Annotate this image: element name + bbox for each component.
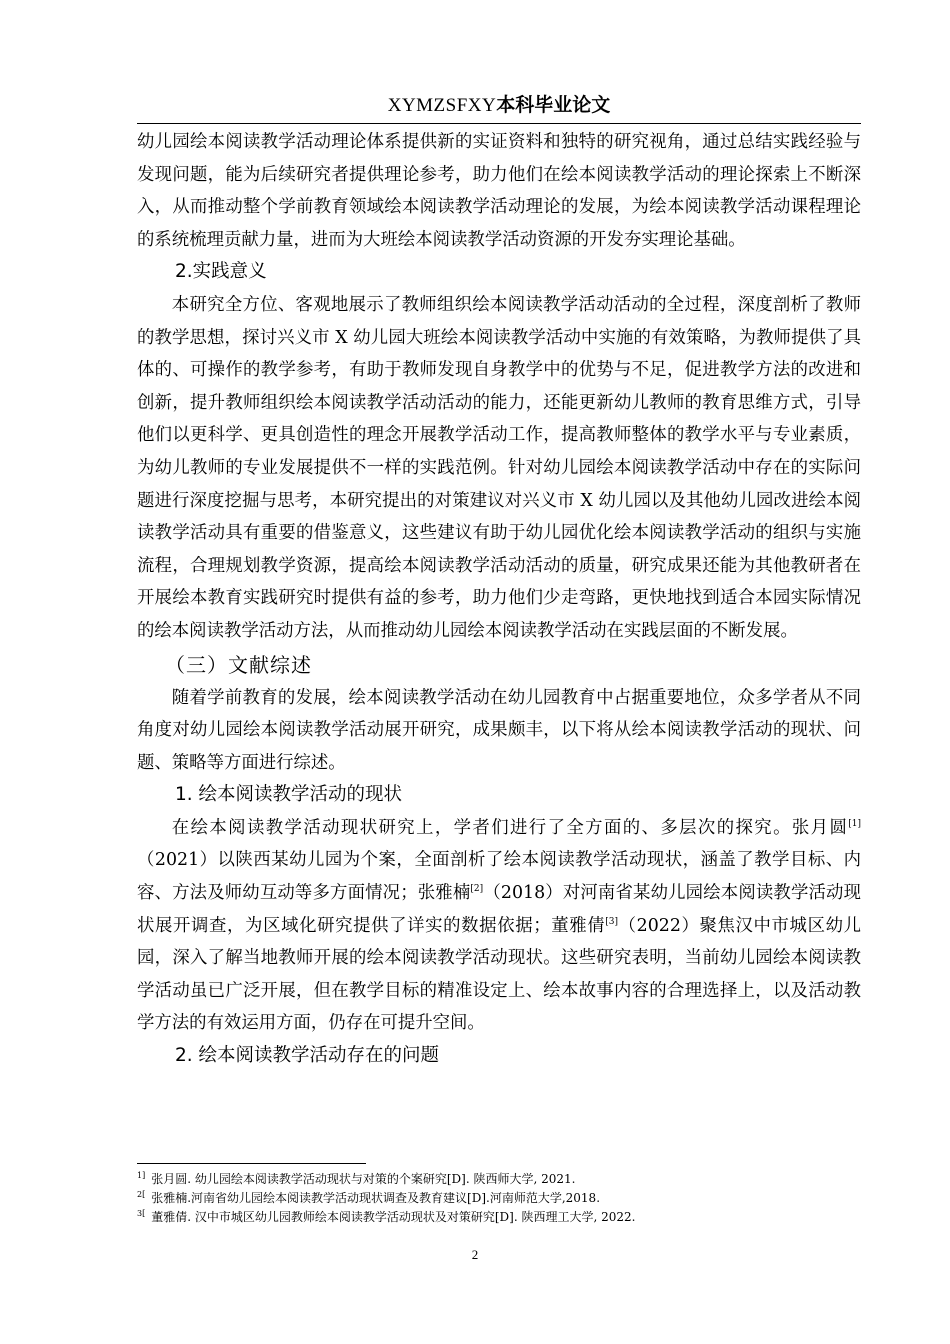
citation-ref-3[interactable]: [3]: [605, 916, 618, 927]
footnotes: [137, 1170, 861, 1227]
heading-current-status: 1. 绘本阅读教学活动的现状: [175, 784, 403, 806]
page-number: 2: [471, 1247, 479, 1262]
heading-practical-significance: 2.实践意义: [175, 261, 267, 283]
footnote-1: $^{1]}$ 张月圆. 幼儿园绘本阅读教学活动现状与对策的个案研究[D]. 陕西师大学, 2021.: [137, 1171, 576, 1186]
footnote-divider: [137, 1163, 366, 1164]
footnote-3: $^{3[}$ 董雅倩. 汉中市城区幼儿园教师绘本阅读教学活动现状及对策研究[D]. 陕西理工大学, 2022.: [137, 1209, 636, 1224]
footnote-2: $^{2[}$ 张雅楠.河南省幼儿园绘本阅读教学活动现状调查及教育建议[D].河南师范大学,2018.: [137, 1190, 601, 1205]
main-text: [137, 126, 861, 1073]
page-header: [137, 92, 861, 119]
paragraph-current-status: 在绘本阅读教学活动现状研究上，学者们进行了全方面的、多层次的探究。张月圆[1]（2021）以陕西某幼儿园为个案，全面剖析了绘本阅读教学活动现状，涵盖了教学目标、内容、方法及师幼互动等多方面情况；张雅楠[2]（2018）对河南省某幼儿园绘本阅读教学活动现状展开调查，为区域化研究提供了详实的数据依据；董雅倩[3]（2022）聚焦汉中市城区幼儿园，深入了解当地教师开展的绘本阅读教学活动现状。这些研究表明，当前幼儿园绘本阅读教学活动虽已广泛开展，但在教学目标的精准设定上、绘本故事内容的合理选择上，以及活动教学方法的有效运用方面，仍存在可提升空间。: [137, 817, 861, 1034]
heading-literature-review: （三）文献综述: [165, 652, 312, 677]
citation-ref-1[interactable]: [1]: [848, 819, 861, 830]
heading-existing-problems: 2. 绘本阅读教学活动存在的问题: [175, 1045, 440, 1067]
citation-ref-2[interactable]: [2]: [470, 884, 484, 895]
paragraph-review-intro: 随着学前教育的发展，绘本阅读教学活动在幼儿园教育中占据重要地位，众多学者从不同角度对幼儿园绘本阅读教学活动展开研究，成果颇丰，以下将从绘本阅读教学活动的现状、问题、策略等方面进行综述。: [137, 687, 861, 773]
paragraph-theory-continued: 幼儿园绘本阅读教学活动理论体系提供新的实证资料和独特的研究视角，通过总结实践经验与发现问题，能为后续研究者提供理论参考，助力他们在绘本阅读教学活动的理论探索上不断深入，从而推动整个学前教育领域绘本阅读教学活动理论的发展，为绘本阅读教学活动课程理论的系统梳理贡献力量，进而为大班绘本阅读教学活动资源的开发夯实理论基础。: [137, 132, 861, 250]
header-title: 本科毕业论文: [496, 94, 611, 116]
paragraph-practical-significance: 本研究全方位、客观地展示了教师组织绘本阅读教学活动活动的全过程，深度剖析了教师的教学思想，探讨兴义市 X 幼儿园大班绘本阅读教学活动中实施的有效策略，为教师提供了具体的、可操作的教学参考，有助于教师发现自身教学中的优势与不足，促进教学方法的改进和创新，提升教师组织绘本阅读教学活动活动的能力，还能更新幼儿教师的教育思维方式，引导他们以更科学、更具创造性的理念开展教学活动工作，提高教师整体的教学水平与专业素质，为幼儿教师的专业发展提供不一样的实践范例。针对幼儿园绘本阅读教学活动中存在的实际问题进行深度挖掘与思考，本研究提出的对策建议对兴义市 X 幼儿园以及其他幼儿园改进绘本阅读教学活动具有重要的借鉴意义，这些建议有助于幼儿园优化绘本阅读教学活动的组织与实施流程，合理规划教学资源，提高绘本阅读教学活动活动的质量，研究成果还能为其他教研者在开展绘本教育实践研究时提供有益的参考，助力他们少走弯路，更快地找到适合本园实际情况的绘本阅读教学活动方法，从而推动幼儿园绘本阅读教学活动在实践层面的不断发展。: [137, 294, 861, 641]
header-divider: [137, 123, 861, 124]
header-school-code: XYMZSFXY: [387, 95, 497, 116]
